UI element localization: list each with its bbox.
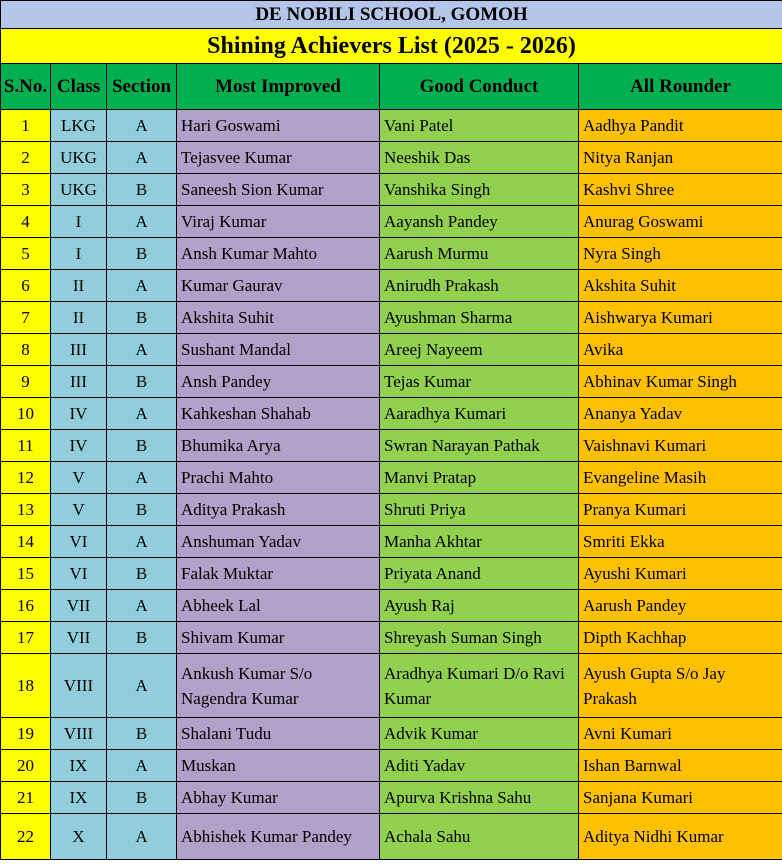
school-name: DE NOBILI SCHOOL, GOMOH [1, 1, 782, 29]
header-good-conduct: Good Conduct [380, 64, 579, 110]
cell-section: B [107, 366, 177, 398]
cell-all-rounder: Pranya Kumari [579, 494, 782, 526]
cell-section: A [107, 750, 177, 782]
header-row [1, 64, 782, 110]
table-row [1, 398, 782, 430]
cell-section: B [107, 174, 177, 206]
cell-class: VII [51, 622, 107, 654]
cell-good-conduct: Priyata Anand [380, 558, 579, 590]
cell-most-improved: Abhishek Kumar Pandey [177, 814, 380, 860]
cell-most-improved: Bhumika Arya [177, 430, 380, 462]
cell-most-improved: Kahkeshan Shahab [177, 398, 380, 430]
cell-good-conduct: Vanshika Singh [380, 174, 579, 206]
cell-most-improved: Muskan [177, 750, 380, 782]
cell-good-conduct: Apurva Krishna Sahu [380, 782, 579, 814]
cell-sno: 19 [1, 718, 51, 750]
cell-class: VI [51, 558, 107, 590]
cell-most-improved: Akshita Suhit [177, 302, 380, 334]
cell-all-rounder: Sanjana Kumari [579, 782, 782, 814]
table-row [1, 238, 782, 270]
cell-class: VI [51, 526, 107, 558]
table-row [1, 174, 782, 206]
cell-most-improved: Hari Goswami [177, 110, 380, 142]
table-row [1, 334, 782, 366]
cell-most-improved: Shalani Tudu [177, 718, 380, 750]
cell-sno: 12 [1, 462, 51, 494]
cell-section: B [107, 238, 177, 270]
cell-class: IV [51, 430, 107, 462]
cell-good-conduct: Shreyash Suman Singh [380, 622, 579, 654]
cell-most-improved: Aditya Prakash [177, 494, 380, 526]
table-row [1, 718, 782, 750]
cell-class: I [51, 238, 107, 270]
cell-sno: 2 [1, 142, 51, 174]
cell-all-rounder: Aishwarya Kumari [579, 302, 782, 334]
cell-sno: 20 [1, 750, 51, 782]
cell-section: A [107, 270, 177, 302]
cell-class: VIII [51, 654, 107, 718]
cell-section: A [107, 206, 177, 238]
cell-good-conduct: Aarush Murmu [380, 238, 579, 270]
cell-sno: 18 [1, 654, 51, 718]
cell-all-rounder: Ishan Barnwal [579, 750, 782, 782]
cell-all-rounder: Aarush Pandey [579, 590, 782, 622]
table-row [1, 750, 782, 782]
cell-class: VIII [51, 718, 107, 750]
cell-most-improved: Abhay Kumar [177, 782, 380, 814]
table-row [1, 782, 782, 814]
cell-sno: 9 [1, 366, 51, 398]
cell-sno: 4 [1, 206, 51, 238]
cell-all-rounder: Nitya Ranjan [579, 142, 782, 174]
cell-all-rounder: Aditya Nidhi Kumar [579, 814, 782, 860]
cell-class: III [51, 334, 107, 366]
table-row [1, 302, 782, 334]
cell-class: II [51, 302, 107, 334]
cell-good-conduct: Anirudh Prakash [380, 270, 579, 302]
cell-good-conduct: Vani Patel [380, 110, 579, 142]
cell-most-improved: Ankush Kumar S/o Nagendra Kumar [177, 654, 380, 718]
cell-sno: 10 [1, 398, 51, 430]
cell-good-conduct: Achala Sahu [380, 814, 579, 860]
cell-section: A [107, 334, 177, 366]
cell-all-rounder: Ananya Yadav [579, 398, 782, 430]
list-title: Shining Achievers List (2025 - 2026) [1, 29, 782, 64]
table-row [1, 462, 782, 494]
cell-most-improved: Saneesh Sion Kumar [177, 174, 380, 206]
table-row [1, 622, 782, 654]
cell-section: B [107, 718, 177, 750]
cell-sno: 6 [1, 270, 51, 302]
cell-section: B [107, 494, 177, 526]
cell-all-rounder: Evangeline Masih [579, 462, 782, 494]
cell-good-conduct: Aaradhya Kumari [380, 398, 579, 430]
table-row [1, 430, 782, 462]
cell-class: IX [51, 750, 107, 782]
cell-section: A [107, 590, 177, 622]
cell-sno: 14 [1, 526, 51, 558]
cell-most-improved: Kumar Gaurav [177, 270, 380, 302]
cell-section: B [107, 622, 177, 654]
cell-class: V [51, 494, 107, 526]
cell-all-rounder: Avni Kumari [579, 718, 782, 750]
cell-all-rounder: Nyra Singh [579, 238, 782, 270]
header-all-rounder: All Rounder [579, 64, 782, 110]
cell-all-rounder: Avika [579, 334, 782, 366]
table-row [1, 654, 782, 718]
cell-class: IV [51, 398, 107, 430]
cell-sno: 13 [1, 494, 51, 526]
cell-sno: 22 [1, 814, 51, 860]
cell-class: X [51, 814, 107, 860]
cell-most-improved: Abheek Lal [177, 590, 380, 622]
cell-good-conduct: Aradhya Kumari D/o Ravi Kumar [380, 654, 579, 718]
cell-section: A [107, 526, 177, 558]
table-row [1, 206, 782, 238]
cell-section: A [107, 110, 177, 142]
cell-class: VII [51, 590, 107, 622]
cell-section: B [107, 302, 177, 334]
cell-good-conduct: Ayush Raj [380, 590, 579, 622]
cell-class: V [51, 462, 107, 494]
cell-section: A [107, 654, 177, 718]
cell-sno: 3 [1, 174, 51, 206]
cell-all-rounder: Kashvi Shree [579, 174, 782, 206]
cell-all-rounder: Anurag Goswami [579, 206, 782, 238]
cell-all-rounder: Ayush Gupta S/o Jay Prakash [579, 654, 782, 718]
cell-sno: 16 [1, 590, 51, 622]
cell-section: A [107, 462, 177, 494]
cell-good-conduct: Manha Akhtar [380, 526, 579, 558]
cell-sno: 15 [1, 558, 51, 590]
cell-all-rounder: Vaishnavi Kumari [579, 430, 782, 462]
cell-good-conduct: Aayansh Pandey [380, 206, 579, 238]
cell-sno: 8 [1, 334, 51, 366]
table-row [1, 558, 782, 590]
cell-all-rounder: Aadhya Pandit [579, 110, 782, 142]
cell-sno: 21 [1, 782, 51, 814]
cell-all-rounder: Akshita Suhit [579, 270, 782, 302]
cell-good-conduct: Neeshik Das [380, 142, 579, 174]
cell-good-conduct: Areej Nayeem [380, 334, 579, 366]
cell-sno: 5 [1, 238, 51, 270]
header-sno: S.No. [1, 64, 51, 110]
cell-most-improved: Shivam Kumar [177, 622, 380, 654]
cell-most-improved: Falak Muktar [177, 558, 380, 590]
cell-class: I [51, 206, 107, 238]
header-class: Class [51, 64, 107, 110]
cell-good-conduct: Advik Kumar [380, 718, 579, 750]
table-row [1, 526, 782, 558]
cell-class: UKG [51, 142, 107, 174]
cell-good-conduct: Shruti Priya [380, 494, 579, 526]
cell-most-improved: Prachi Mahto [177, 462, 380, 494]
cell-sno: 1 [1, 110, 51, 142]
table-row [1, 142, 782, 174]
cell-most-improved: Tejasvee Kumar [177, 142, 380, 174]
cell-most-improved: Ansh Pandey [177, 366, 380, 398]
cell-all-rounder: Dipth Kachhap [579, 622, 782, 654]
cell-section: B [107, 430, 177, 462]
cell-all-rounder: Smriti Ekka [579, 526, 782, 558]
cell-good-conduct: Manvi Pratap [380, 462, 579, 494]
cell-good-conduct: Swran Narayan Pathak [380, 430, 579, 462]
cell-section: A [107, 142, 177, 174]
cell-class: LKG [51, 110, 107, 142]
cell-all-rounder: Ayushi Kumari [579, 558, 782, 590]
cell-most-improved: Sushant Mandal [177, 334, 380, 366]
table-row [1, 270, 782, 302]
cell-class: III [51, 366, 107, 398]
cell-class: IX [51, 782, 107, 814]
cell-section: A [107, 398, 177, 430]
cell-sno: 7 [1, 302, 51, 334]
cell-section: B [107, 558, 177, 590]
cell-good-conduct: Aditi Yadav [380, 750, 579, 782]
cell-all-rounder: Abhinav Kumar Singh [579, 366, 782, 398]
table-row [1, 590, 782, 622]
cell-sno: 17 [1, 622, 51, 654]
cell-sno: 11 [1, 430, 51, 462]
cell-good-conduct: Ayushman Sharma [380, 302, 579, 334]
cell-class: UKG [51, 174, 107, 206]
cell-most-improved: Anshuman Yadav [177, 526, 380, 558]
table-row [1, 494, 782, 526]
cell-most-improved: Ansh Kumar Mahto [177, 238, 380, 270]
cell-section: B [107, 782, 177, 814]
table-row [1, 814, 782, 860]
cell-most-improved: Viraj Kumar [177, 206, 380, 238]
table-row [1, 110, 782, 142]
header-most-improved: Most Improved [177, 64, 380, 110]
cell-class: II [51, 270, 107, 302]
cell-section: A [107, 814, 177, 860]
cell-good-conduct: Tejas Kumar [380, 366, 579, 398]
header-section: Section [107, 64, 177, 110]
table-row [1, 366, 782, 398]
